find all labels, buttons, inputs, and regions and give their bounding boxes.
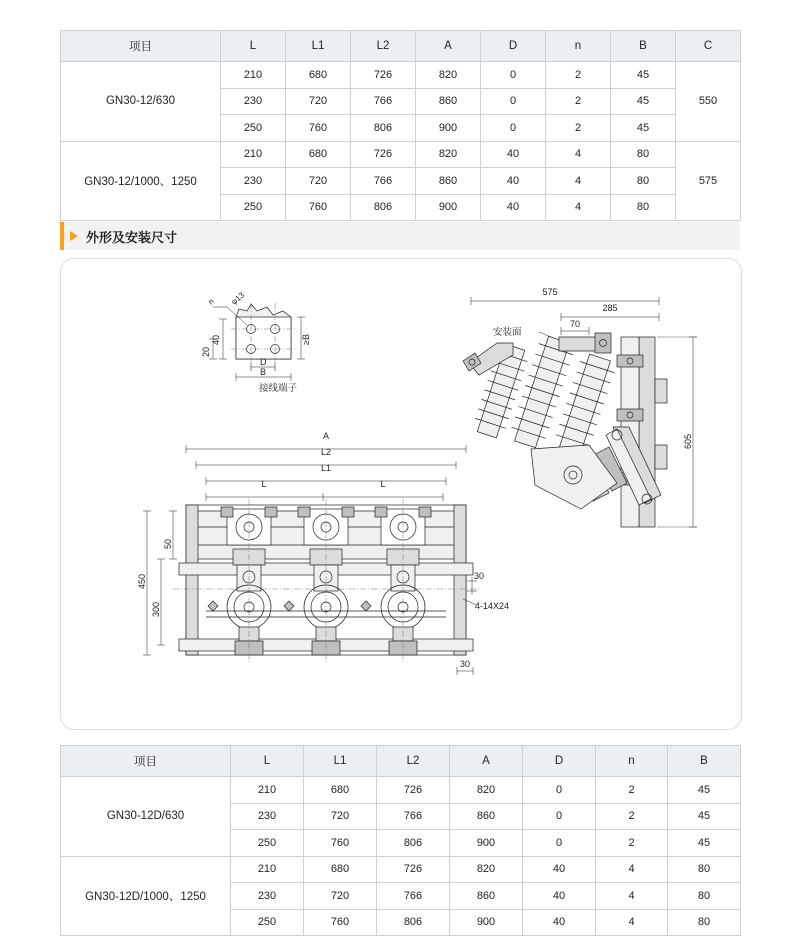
cell-n: 2 bbox=[546, 62, 611, 89]
cell-l: 250 bbox=[221, 194, 286, 221]
technical-drawing bbox=[61, 259, 741, 729]
cell-d: 40 bbox=[481, 194, 546, 221]
cell-a: 820 bbox=[450, 777, 523, 804]
th-b: B bbox=[611, 31, 676, 62]
cell-model: GN30-12D/630 bbox=[61, 777, 231, 857]
cell-n: 4 bbox=[546, 194, 611, 221]
th-item: 项目 bbox=[61, 746, 231, 777]
cell-a: 820 bbox=[450, 856, 523, 883]
cell-l2: 806 bbox=[351, 194, 416, 221]
th-a: A bbox=[416, 31, 481, 62]
cell-d: 0 bbox=[481, 115, 546, 142]
top-spec-table bbox=[60, 30, 741, 221]
cell-l2: 766 bbox=[377, 883, 450, 910]
dim-285: 285 bbox=[602, 303, 618, 313]
cell-a: 860 bbox=[416, 88, 481, 115]
dim-575: 575 bbox=[542, 287, 558, 297]
cell-l1: 720 bbox=[286, 88, 351, 115]
th-d: D bbox=[481, 31, 546, 62]
cell-l2: 766 bbox=[377, 803, 450, 830]
dim-l2: L2 bbox=[320, 447, 332, 457]
cell-l1: 680 bbox=[286, 62, 351, 89]
cell-d: 0 bbox=[523, 777, 596, 804]
dim-30-right: 30 bbox=[474, 571, 485, 581]
dim-a: A bbox=[322, 431, 330, 441]
section-title: 外形及安装尺寸 bbox=[86, 229, 178, 245]
cell-a: 820 bbox=[416, 141, 481, 168]
cell-n: 2 bbox=[546, 115, 611, 142]
cell-a: 860 bbox=[416, 168, 481, 195]
cell-d: 0 bbox=[523, 830, 596, 857]
cell-l: 230 bbox=[221, 168, 286, 195]
cell-l1: 680 bbox=[304, 777, 377, 804]
cell-a: 900 bbox=[450, 909, 523, 936]
th-l: L bbox=[221, 31, 286, 62]
dim-phi13: φ13 bbox=[229, 290, 247, 307]
cell-c: 550 bbox=[676, 62, 741, 142]
cell-b: 80 bbox=[611, 194, 676, 221]
table-row bbox=[61, 141, 741, 168]
cell-b: 80 bbox=[668, 856, 741, 883]
dim-l-left: L bbox=[261, 479, 267, 489]
hole-note: 4-14X24 bbox=[475, 601, 510, 611]
cell-b: 80 bbox=[611, 141, 676, 168]
th-c: C bbox=[676, 31, 741, 62]
cell-a: 900 bbox=[450, 830, 523, 857]
cell-l1: 680 bbox=[286, 141, 351, 168]
cell-l1: 720 bbox=[286, 168, 351, 195]
cell-a: 900 bbox=[416, 194, 481, 221]
label-terminal: 接线端子 bbox=[259, 383, 298, 394]
th-l2: L2 bbox=[351, 31, 416, 62]
table-row bbox=[61, 856, 741, 883]
cell-l2: 766 bbox=[351, 88, 416, 115]
cell-b: 45 bbox=[611, 88, 676, 115]
cell-model: GN30-12D/1000、1250 bbox=[61, 856, 231, 936]
triangle-icon bbox=[64, 222, 84, 250]
dim-40: 40 bbox=[211, 334, 221, 345]
cell-model: GN30-12/1000、1250 bbox=[61, 141, 221, 221]
cell-l2: 766 bbox=[351, 168, 416, 195]
cell-l: 210 bbox=[221, 141, 286, 168]
th-l: L bbox=[231, 746, 304, 777]
cell-l: 230 bbox=[221, 88, 286, 115]
cell-b: 45 bbox=[611, 62, 676, 89]
cell-l1: 680 bbox=[304, 856, 377, 883]
dim-n: n bbox=[206, 296, 216, 307]
cell-n: 4 bbox=[596, 909, 668, 936]
cell-model: GN30-12/630 bbox=[61, 62, 221, 142]
cell-l: 210 bbox=[221, 62, 286, 89]
table-row bbox=[61, 777, 741, 804]
dim-450: 450 bbox=[137, 573, 147, 589]
th-l1: L1 bbox=[286, 31, 351, 62]
cell-l1: 760 bbox=[304, 909, 377, 936]
cell-b: 45 bbox=[611, 115, 676, 142]
cell-l2: 806 bbox=[351, 115, 416, 142]
side-view bbox=[463, 287, 697, 527]
cell-l2: 806 bbox=[377, 909, 450, 936]
table-header-row bbox=[61, 746, 741, 777]
cell-n: 2 bbox=[596, 803, 668, 830]
dim-ge-b: ≥B bbox=[301, 334, 311, 345]
cell-l1: 760 bbox=[286, 194, 351, 221]
dim-20: 20 bbox=[201, 346, 211, 357]
cell-b: 45 bbox=[668, 803, 741, 830]
bottom-spec-table bbox=[60, 745, 741, 936]
table-row bbox=[61, 62, 741, 89]
label-mounting-face: 安装面 bbox=[493, 327, 522, 338]
cell-l1: 720 bbox=[304, 803, 377, 830]
cell-l: 210 bbox=[231, 856, 304, 883]
plan-view bbox=[137, 431, 509, 675]
insulator-lower bbox=[556, 354, 614, 460]
dim-50: 50 bbox=[163, 538, 173, 549]
dim-l1: L1 bbox=[320, 463, 332, 473]
cell-d: 40 bbox=[523, 883, 596, 910]
cell-c: 575 bbox=[676, 141, 741, 221]
th-d: D bbox=[523, 746, 596, 777]
cell-n: 2 bbox=[596, 777, 668, 804]
dim-b-small: B bbox=[260, 367, 267, 377]
dim-d-small: D bbox=[260, 357, 267, 367]
cell-a: 860 bbox=[450, 803, 523, 830]
cell-d: 0 bbox=[481, 62, 546, 89]
cell-b: 80 bbox=[668, 883, 741, 910]
cell-a: 860 bbox=[450, 883, 523, 910]
section-heading bbox=[60, 222, 740, 250]
cell-d: 40 bbox=[523, 909, 596, 936]
cell-l: 210 bbox=[231, 777, 304, 804]
cell-d: 40 bbox=[481, 168, 546, 195]
dim-300: 300 bbox=[151, 601, 161, 617]
cell-l1: 760 bbox=[304, 830, 377, 857]
cell-d: 40 bbox=[481, 141, 546, 168]
dim-l-right: L bbox=[380, 479, 386, 489]
cell-n: 4 bbox=[546, 141, 611, 168]
cell-n: 4 bbox=[546, 168, 611, 195]
th-l2: L2 bbox=[377, 746, 450, 777]
cell-a: 900 bbox=[416, 115, 481, 142]
cell-l2: 726 bbox=[377, 856, 450, 883]
cell-n: 4 bbox=[596, 856, 668, 883]
cell-d: 0 bbox=[481, 88, 546, 115]
cell-l2: 726 bbox=[351, 141, 416, 168]
cell-b: 80 bbox=[668, 909, 741, 936]
dim-70: 70 bbox=[569, 319, 581, 329]
table-header-row bbox=[61, 31, 741, 62]
terminal-detail bbox=[201, 290, 311, 394]
dim-30-bottom: 30 bbox=[459, 659, 471, 669]
th-n: n bbox=[546, 31, 611, 62]
cell-d: 40 bbox=[523, 856, 596, 883]
cell-n: 2 bbox=[596, 830, 668, 857]
cell-d: 0 bbox=[523, 803, 596, 830]
th-l1: L1 bbox=[304, 746, 377, 777]
cell-l1: 720 bbox=[304, 883, 377, 910]
cell-n: 4 bbox=[596, 883, 668, 910]
cell-n: 2 bbox=[546, 88, 611, 115]
cell-a: 820 bbox=[416, 62, 481, 89]
cell-b: 45 bbox=[668, 777, 741, 804]
cell-l2: 726 bbox=[377, 777, 450, 804]
dim-605: 605 bbox=[683, 433, 693, 449]
cell-b: 80 bbox=[611, 168, 676, 195]
drawing-panel bbox=[60, 258, 742, 730]
cell-b: 45 bbox=[668, 830, 741, 857]
cell-l: 250 bbox=[221, 115, 286, 142]
th-item: 项目 bbox=[61, 31, 221, 62]
cell-l2: 806 bbox=[377, 830, 450, 857]
th-a: A bbox=[450, 746, 523, 777]
cell-l1: 760 bbox=[286, 115, 351, 142]
th-b: B bbox=[668, 746, 741, 777]
cell-l: 230 bbox=[231, 803, 304, 830]
cell-l: 250 bbox=[231, 830, 304, 857]
th-n: n bbox=[596, 746, 668, 777]
cell-l2: 726 bbox=[351, 62, 416, 89]
cell-l: 230 bbox=[231, 883, 304, 910]
cell-l: 250 bbox=[231, 909, 304, 936]
